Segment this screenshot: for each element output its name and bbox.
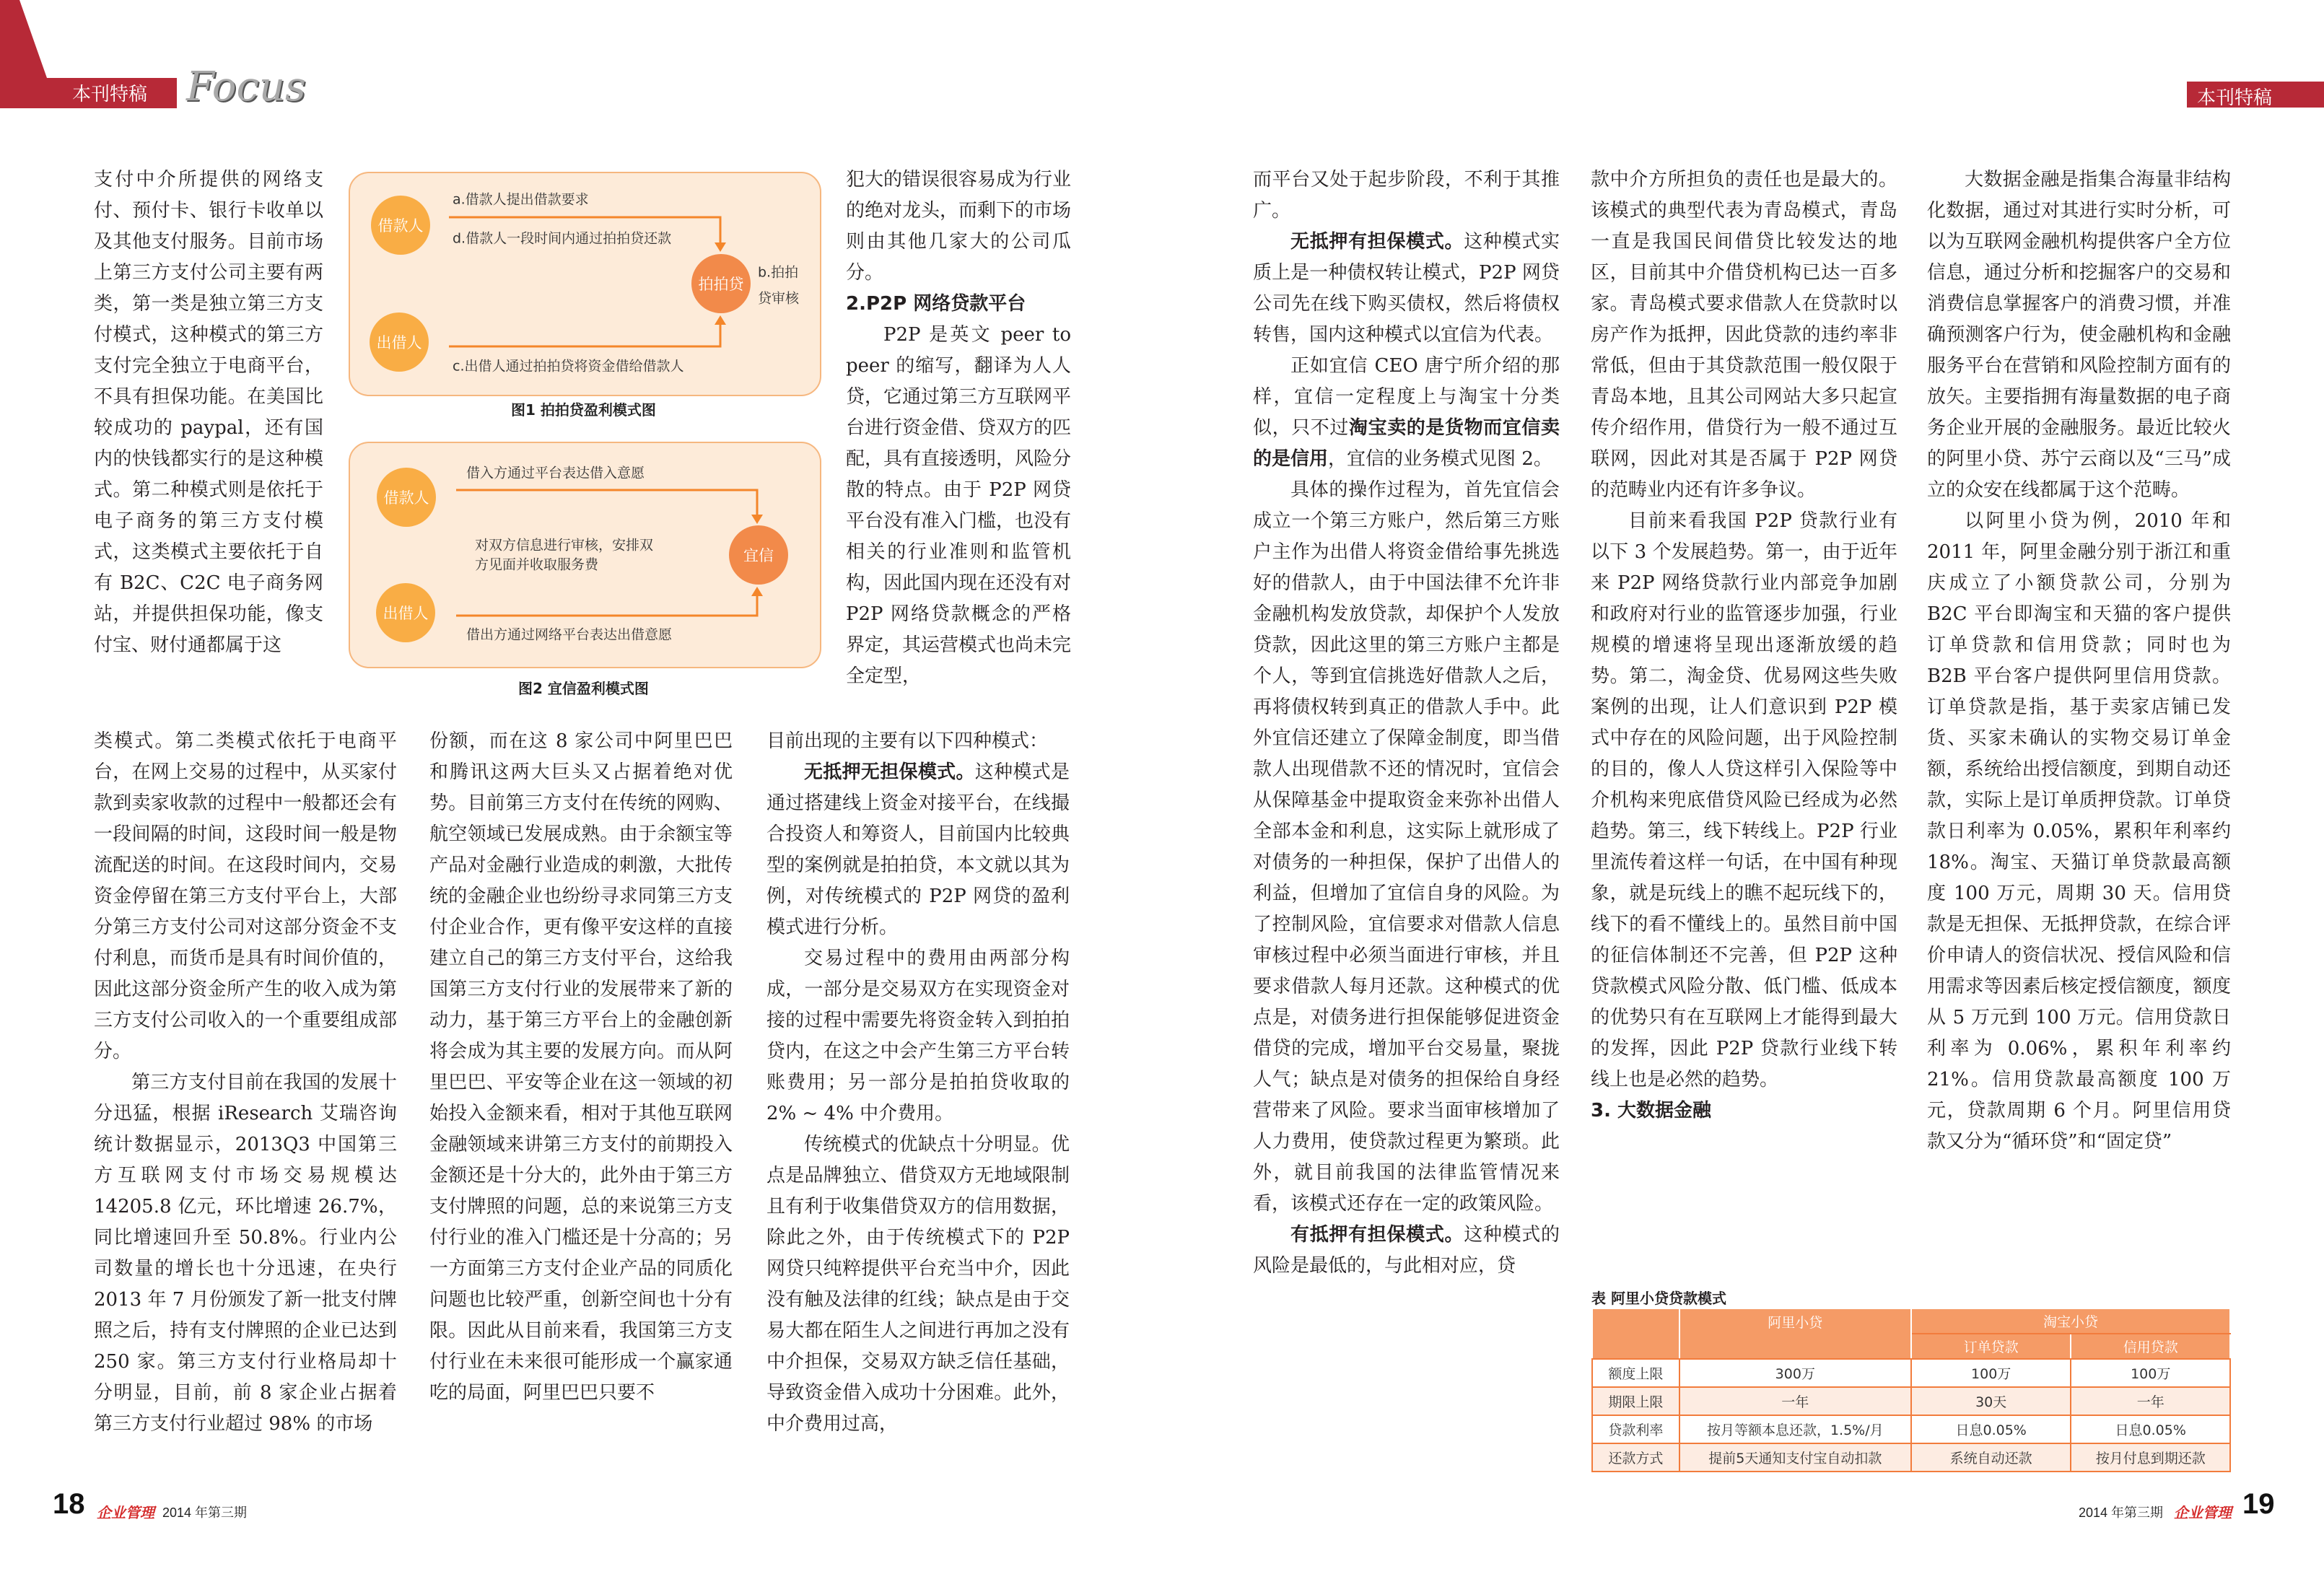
body-text: ，宜信的业务模式见图 2。 [1328,448,1552,470]
section-heading: 2.P2P 网络贷款平台 [846,293,1026,315]
page-number-right: 19 [2242,1488,2275,1520]
table-cell: 提前5天通知支付宝自动扣款 [1679,1443,1911,1472]
figure-2-caption: 图2 宜信盈利模式图 [518,680,649,697]
paragraph [94,165,323,661]
body-text: 传统模式的优缺点十分明显。优点是品牌独立、借贷双方无地域限制且有利于收集借贷双方的信用数据，除此之外，由于传统模式下的 P2P 网贷只纯粹提供平台充当中介，因此没有触及法律的红线；缺点是由于交易大都在陌生人之间进行再加之没有中介担保，交易双方缺乏信任基础，导致资金借入成功十分困难。此外，中介费用过高， [766,1134,1070,1435]
body-text: 以阿里小贷为例，2010 年和 2011 年，阿里金融分别于浙江和重庆成立了小额贷款公司，分别为 B2C 平台即淘宝和天猫的客户提供订单贷款和信用贷款；同时也为 B2B 平台客户提供阿里信用贷款。订单贷款是指，基于卖家店铺已发货、买家未确认的实物交易订单金额，系统给出授信额度，到期自动还款，实际上是订单质押贷款。订单贷款日利率为 0.05%，累积年利率约 18%。淘宝、天猫订单贷款最高额度 100 万元，周期 30 天。信用贷款是无担保、无抵押贷款，在综合评价申请人的资信状况、授信风险和信用需求等因素后核定授信额度，额度从 5 万元到 100 万元。信用贷款日利率为 0.06%，累积年利率约 21%。信用贷款最高额度 100 万元，贷款周期 6 个月。阿里信用贷款又分为“循环贷”和“固定贷” [1927,510,2231,1153]
table-cell: 日息0.05% [1911,1415,2071,1443]
table-subheader: 信用贷款 [2071,1334,2230,1359]
body-text: 类模式。第二类模式依托于电商平台，在网上交易的过程中，从买家付款到卖家收款的过程中一般都还会有一段间隔的时间，这段时间一般是物流配送的时间。在这段时间内，交易资金停留在第三方支付平台上，大部分第三方支付公司对这部分资金不支付利息，而货币是具有时间价值的，因此这部分资金所产生的收入成为第三方支付公司收入的一个重要组成部分。 [94,730,397,1062]
table-cell: 100万 [2071,1359,2230,1387]
fig1-arrowhead-down [715,242,726,252]
paragraph [1927,165,2231,506]
paragraph [1253,1220,1560,1282]
fig2-arrowhead-up [751,587,763,596]
figure-1-caption: 图1 拍拍贷盈利模式图 [511,401,656,419]
body-text: 而平台又处于起步阶段，不利于其推广。 [1253,169,1560,222]
table-cell: 30天 [1911,1387,2071,1415]
paragraph [766,757,1070,943]
body-text: 具体的操作过程为，首先宜信会成立一个第三方账户，然后第三方账户主作为出借人将资金借给事先挑选好的借款人，由于中国法律不允许非金融机构发放贷款，却保护个人发放贷款，因此这里的第三方账户主都是个人，等到宜信挑选好借款人之后，再将债权转到真正的借款人手中。此外宜信还建立了保障金制度，即当借款人出现借款不还的情况时，宜信会从保障基金中提取资金来弥补出借人全部本金和利息，这实际上就形成了对债务的一种担保，保护了出借人的利益，但增加了宜信自身的风险。为了控制风险，宜信要求对借款人信息审核过程中必须当面进行审核，并且要求借款人每月还款。这种模式的优点是，对债务进行担保能够促进资金借贷的完成，增加平台交易量，聚拢人气；缺点是对债务的担保给自身经营带来了风险。要求当面审核增加了人力费用，使贷款过程更为繁琐。此外，就目前我国的法律监管情况来看，该模式还存在一定的政策风险。 [1253,479,1560,1215]
paragraph [1591,506,1897,1096]
fig2-bottom-text: 借出方通过网络平台表达出借意愿 [466,626,673,643]
table-corner [1592,1308,1679,1359]
fig2-arrow-bottom [456,593,757,616]
fig1-platform-node: 拍拍贷 [691,254,751,313]
paragraph [1253,227,1560,351]
bold-lead-text: 有抵押有担保模式。 [1290,1224,1464,1246]
fig1-step-a: a.借款人提出借款要求 [453,191,589,208]
body-text: 份额，而在这 8 家公司中阿里巴巴和腾讯这两大巨头又占据着绝对优势。目前第三方支付在传统的网购、航空领域已发展成熟。由于余额宝等产品对金融行业造成的刺激，大批传统的金融企业也纷纷寻求同第三方支付企业合作，更有像平安这样的直接建立自己的第三方支付平台，这给我国第三方支付行业的发展带来了新的动力，基于第三方平台上的金融创新将会成为其主要的发展方向。而从阿里巴巴、平安等企业在这一领域的初始投入金额来看，相对于其他互联网金融领域来讲第三方支付的前期投入金额还是十分大的，此外由于第三方支付牌照的问题，总的来说第三方支付行业的准入门槛还是十分高的；另一方面第三方支付企业产品的同质化问题也比较严重，创新空间也十分有限。因此从目前来看，我国第三方支付行业在未来很可能形成一个赢家通吃的局面，阿里巴巴只要不 [429,730,733,1404]
section-heading: 3. 大数据金融 [1591,1100,1712,1122]
table-header: 淘宝小贷 [1911,1308,2230,1334]
column-2 [429,726,733,1409]
table-subheader: 订单贷款 [1911,1334,2071,1359]
column-3-upper [846,165,1071,692]
fig1-arrow-bottom [449,322,720,346]
body-text: 支付中介所提供的网络支付、预付卡、银行卡收单以及其他支付服务。目前市场上第三方支付公司主要有两类，第一类是独立第三方支付模式，这种模式的第三方支付完全独立于电商平台，不具有担保功能。在美国比较成功的 paypal，还有国内的快钱都实行的是这种模式。第二种模式则是依托于电子商务的第三方支付模式，这类模式主要依托于自有 B2C、C2C 电子商务网站，并提供担保功能，像支付宝、财付通都属于这 [94,169,323,656]
fig2-platform-node: 宜信 [729,525,788,585]
paragraph [1591,165,1897,506]
paragraph [94,1067,397,1440]
column-3-lower [766,726,1070,1440]
section-label-right-box [2187,82,2324,108]
fig1-step-b-line2: 贷审核 [758,290,800,307]
row-label: 贷款利率 [1592,1415,1679,1443]
table-cell: 日息0.05% [2071,1415,2230,1443]
column-4 [1253,165,1560,1282]
fig2-mid-text-1: 对双方信息进行审核，安排双 [475,537,654,554]
table-cell: 系统自动还款 [1911,1443,2071,1472]
table-row [1592,1443,2230,1472]
body-text: 犯大的错误很容易成为行业的绝对龙头，而剩下的市场则由其他几家大的公司瓜分。 [846,169,1072,284]
paragraph [766,1129,1070,1440]
table-cell: 一年 [2071,1387,2230,1415]
fig1-arrowhead-up [715,315,726,325]
table-cell: 按月付息到期还款 [2071,1443,2230,1472]
fig1-step-d: d.借款人一段时间内通过拍拍贷还款 [453,230,672,247]
issue-label-left: 2014 年第三期 [162,1505,248,1520]
fig1-step-c: c.出借人通过拍拍贷将资金借给借款人 [453,358,684,375]
body-text: 第三方支付目前在我国的发展十分迅猛，根据 iResearch 艾瑞咨询统计数据显示，2013Q3 中国第三方互联网支付市场交易规模达 14205.8 亿元，环比增速 26.7%，同比增速回升至 50.8%。行业内公司数量的增长也十分迅速，在央行 2013 年 7 月份颁发了新一批支付牌照之后，持有支付牌照的企业已达到 250 家。第三方支付行业格局却十分明显，目前，前 8 家企业占据着第三方支付行业超过 98% 的市场 [94,1072,397,1435]
body-text: 目前出现的主要有以下四种模式： [766,730,1049,752]
table-header: 阿里小贷 [1679,1308,1911,1359]
row-label: 还款方式 [1592,1443,1679,1472]
fig2-arrowhead-down [751,515,763,524]
magazine-logo-left: 企业管理 [97,1504,154,1521]
body-text: P2P 是英文 peer to peer 的缩写，翻译为人人贷，它通过第三方互联网平台进行资金借、贷双方的匹配，具有直接透明，风险分散的特点。由于 P2P 网贷平台没有准入门槛，也没有相关的行业准则和监管机构，因此国内现在还没有对 P2P 网络贷款概念的严格界定，其运营模式也尚未完全定型， [846,324,1072,687]
table-cell: 按月等额本息还款，1.5%/月 [1679,1415,1911,1443]
column-5 [1591,165,1897,1127]
fig2-top-text: 借入方通过平台表达借入意愿 [466,465,645,481]
page-number-left: 18 [53,1488,85,1520]
column-1-upper [94,165,323,661]
body-text: 这种模式是通过搭建线上资金对接平台，在线撮合投资人和筹资人，目前国内比较典型的案例就是拍拍贷，本文就以其为例，对传统模式的 P2P 网贷的盈利模式进行分析。 [766,761,1070,938]
paragraph [1927,506,2231,1158]
table-row [1592,1415,2230,1443]
paragraph [766,943,1070,1129]
fig1-step-b-line1: b.拍拍 [758,264,799,281]
table-cell: 100万 [1911,1359,2071,1387]
paragraph [94,726,397,1067]
paragraph [1253,475,1560,1220]
fig1-lender-node: 出借人 [370,312,429,372]
paragraph [846,165,1071,289]
bold-lead-text: 淘宝卖的是货物而宜信卖的是信用 [1253,417,1560,470]
column-1-lower [94,726,397,1440]
body-text: 这种模式实质上是一种债权转让模式，P2P 网贷公司先在线下购买债权，然后将债权转售，国内这种模式以宜信为代表。 [1253,231,1560,346]
bold-lead-text: 无抵押有担保模式。 [1290,231,1464,253]
loan-table [1591,1308,2231,1472]
table-row [1592,1359,2230,1387]
body-text: 目前来看我国 P2P 贷款行业有以下 3 个发展趋势。第一，由于近年来 P2P 网络贷款行业内部竞争加剧和政府对行业的监管逐步加强，行业规模的增速将呈现出逐渐放缓的趋势。第二，淘金贷、优易网这些失败案例的出现，让人们意识到 P2P 模式中存在的风险问题，出于风险控制的目的，像人人贷这样引入保险等中介机构来兜底借贷风险已经成为必然趋势。第三，线下转线上。P2P 行业里流传着这样一句话，在中国有种现象，就是玩线上的瞧不起玩线下的，线下的看不懂线上的。虽然目前中国的征信体制还不完善，但 P2P 这种贷款模式风险分散、低门槛、低成本的优势只有在互联网上才能得到最大的发挥，因此 P2P 贷款行业线下转线上也是必然的趋势。 [1591,510,1897,1090]
table-cell: 一年 [1679,1387,1911,1415]
column-6 [1927,165,2231,1158]
paragraph [429,726,733,1409]
fig2-mid-text-2: 方见面并收取服务费 [475,556,599,573]
paragraph [846,320,1071,692]
row-label: 期限上限 [1592,1387,1679,1415]
fig1-borrower-node: 借款人 [371,196,430,255]
paragraph [1253,351,1560,475]
focus-logo: Focus [186,64,306,110]
fig2-arrow-top [456,490,757,517]
row-label: 额度上限 [1592,1359,1679,1387]
body-text: 大数据金融是指集合海量非结构化数据，通过对其进行实时分析，可以为互联网金融机构提供客户全方位信息，通过分析和挖掘客户的交易和消费信息掌握客户的消费习惯，并准确预测客户行为，使金融机构和金融服务平台在营销和风险控制方面有的放矢。主要指拥有海量数据的电子商务企业开展的金融服务。最近比较火的阿里小贷、苏宁云商以及“三马”成立的众安在线都属于这个范畴。 [1927,169,2231,501]
paragraph [1253,165,1560,227]
table-row [1592,1387,2230,1415]
section-label-left: 本刊特稿 [72,84,148,105]
table-title: 表 阿里小贷贷款模式 [1591,1290,1726,1307]
issue-label-right: 2014 年第三期 [2079,1505,2164,1520]
bold-lead-text: 无抵押无担保模式。 [804,761,975,783]
fig2-lender-node: 出借人 [376,583,435,642]
body-text: 款中介方所担负的责任也是最大的。该模式的典型代表为青岛模式，青岛一直是我国民间借贷比较发达的地区，目前其中介借贷机构已达一百多家。青岛模式要求借款人在贷款时以房产作为抵押，因此贷款的违约率非常低，但由于其贷款范围一般仅限于青岛本地，且其公司网站大多只起宣传介绍作用，借贷行为一般不通过互联网，因此对其是否属于 P2P 网贷的范畴业内还有许多争议。 [1591,169,1897,501]
fig2-borrower-node: 借款人 [377,468,436,527]
body-text: 正如宜信 CEO 唐宁所介绍的那样，宜信一定程度上与淘宝十分类似，只不过 [1253,355,1560,439]
table-cell: 300万 [1679,1359,1911,1387]
body-text: 交易过程中的费用由两部分构成，一部分是交易双方在实现资金对接的过程中需要先将资金转入到拍拍贷内，在这之中会产生第三方平台转账费用；另一部分是拍拍贷收取的 2% ~ 4% 中介费用。 [766,948,1070,1124]
body-text: 这种模式的风险是最低的，与此相对应，贷 [1253,1224,1560,1277]
paragraph [766,726,1070,757]
section-label-right: 本刊特稿 [2197,87,2273,109]
magazine-logo-right: 企业管理 [2174,1504,2232,1521]
